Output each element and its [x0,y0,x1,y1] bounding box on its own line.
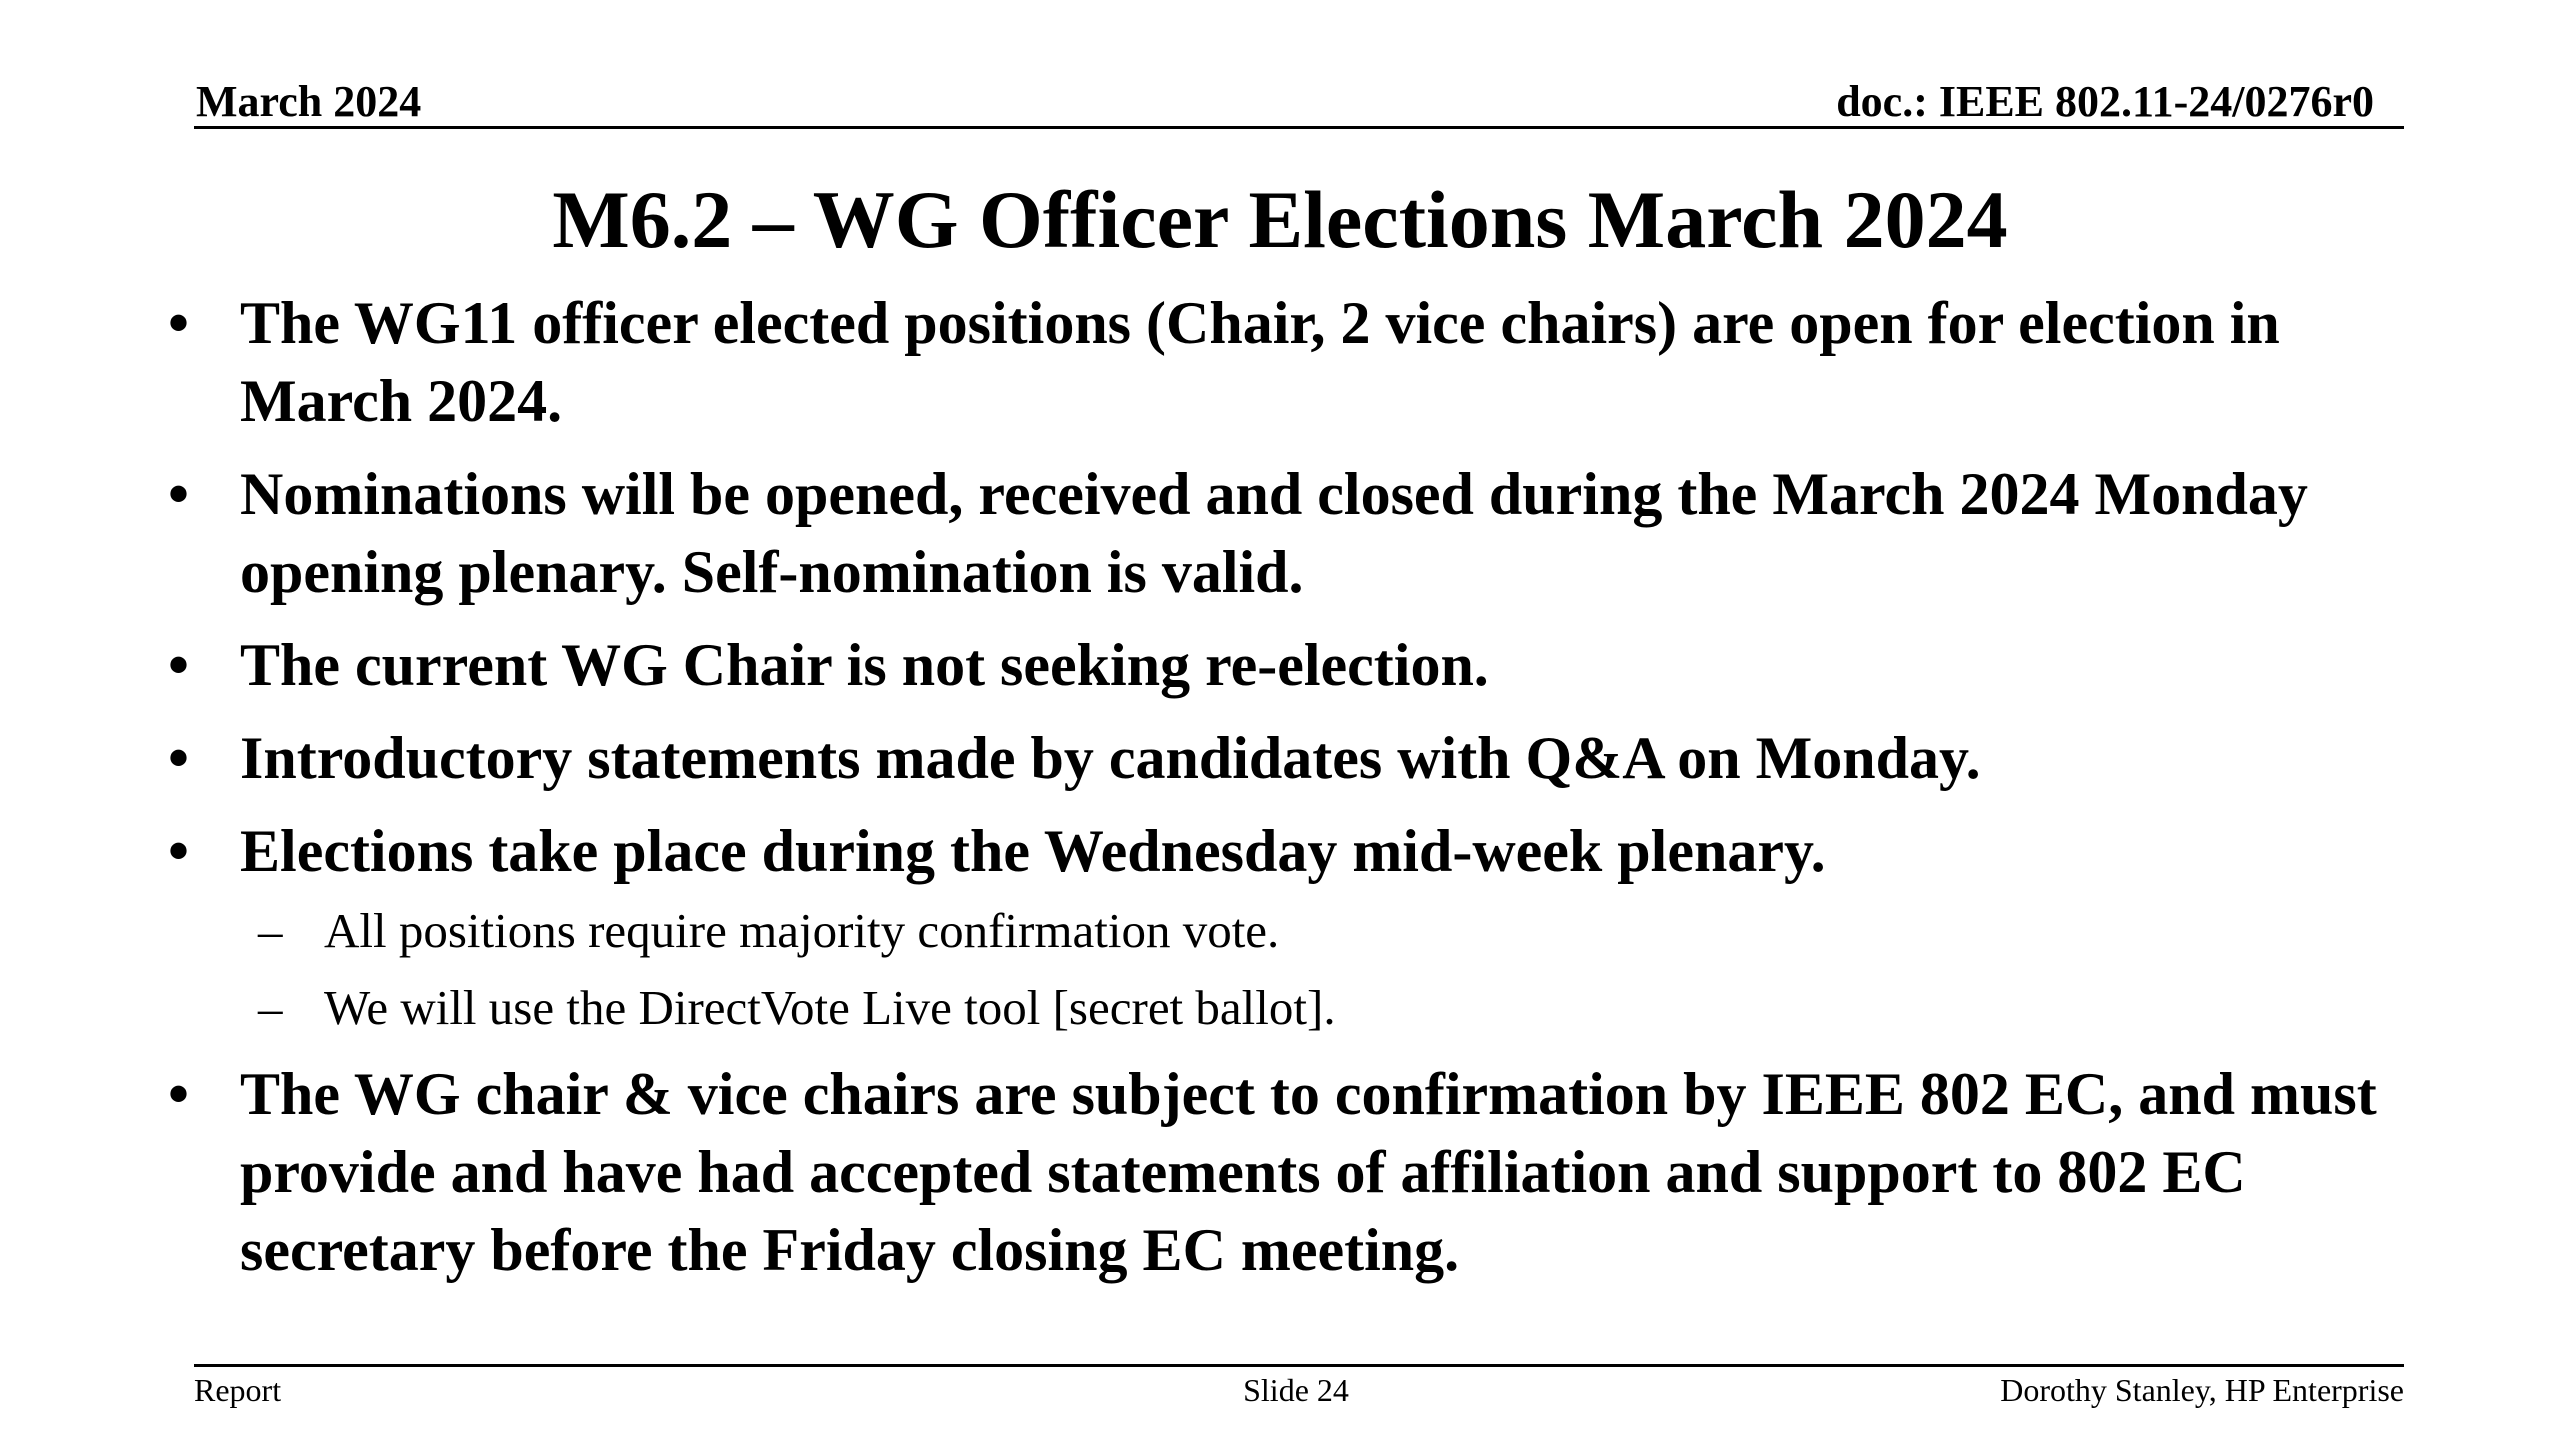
sub-bullet-text: We will use the DirectVote Live tool [secret ballot]. [324,980,1336,1035]
footer-slide-number: Slide 24 [1243,1372,1349,1408]
footer-author: Dorothy Stanley, HP Enterprise [2000,1372,2404,1408]
bullet-marker: • [168,1061,190,1127]
bullet-text: Nominations will be opened, received and closed during the March 2024 Monday opening plenary. Self-nomination is valid. [240,461,2308,605]
bullet-marker: • [168,725,190,791]
sub-bullet-text: All positions require majority confirmation vote. [324,903,1280,958]
bullet-item [160,455,2420,611]
sub-bullet-marker: – [258,980,283,1035]
bullet-item [160,626,2420,704]
bullet-item [160,1055,2420,1289]
sub-bullet-marker: – [258,903,283,958]
sub-bullet-item [258,898,2420,964]
bullet-text: The WG chair & vice chairs are subject to confirmation by IEEE 802 EC, and must provide and have had accepted statements of affiliation and support to 802 EC secretary before the Friday closing EC meeting. [240,1061,2377,1283]
bullet-marker: • [168,290,190,356]
header-rule [194,126,2404,129]
bullet-marker: • [168,632,190,698]
header-date: March 2024 [196,77,422,126]
slide-title: M6.2 – WG Officer Elections March 2024 [552,174,2008,265]
bullet-item [160,284,2420,440]
footer-report: Report [194,1372,282,1408]
slide-body [160,284,2420,1304]
footer-rule [194,1364,2404,1367]
bullet-text: The WG11 officer elected positions (Chair, 2 vice chairs) are open for election in March 2024. [240,290,2280,434]
bullet-marker: • [168,818,190,884]
bullet-item [160,812,2420,890]
sub-bullet-item [258,975,2420,1041]
bullet-text: The current WG Chair is not seeking re-election. [240,632,1489,698]
bullet-item [160,719,2420,797]
bullet-marker: • [168,461,190,527]
header-doc-id: doc.: IEEE 802.11-24/0276r0 [1836,77,2374,126]
bullet-text: Elections take place during the Wednesday mid-week plenary. [240,818,1826,884]
bullet-text: Introductory statements made by candidates with Q&A on Monday. [240,725,1981,791]
